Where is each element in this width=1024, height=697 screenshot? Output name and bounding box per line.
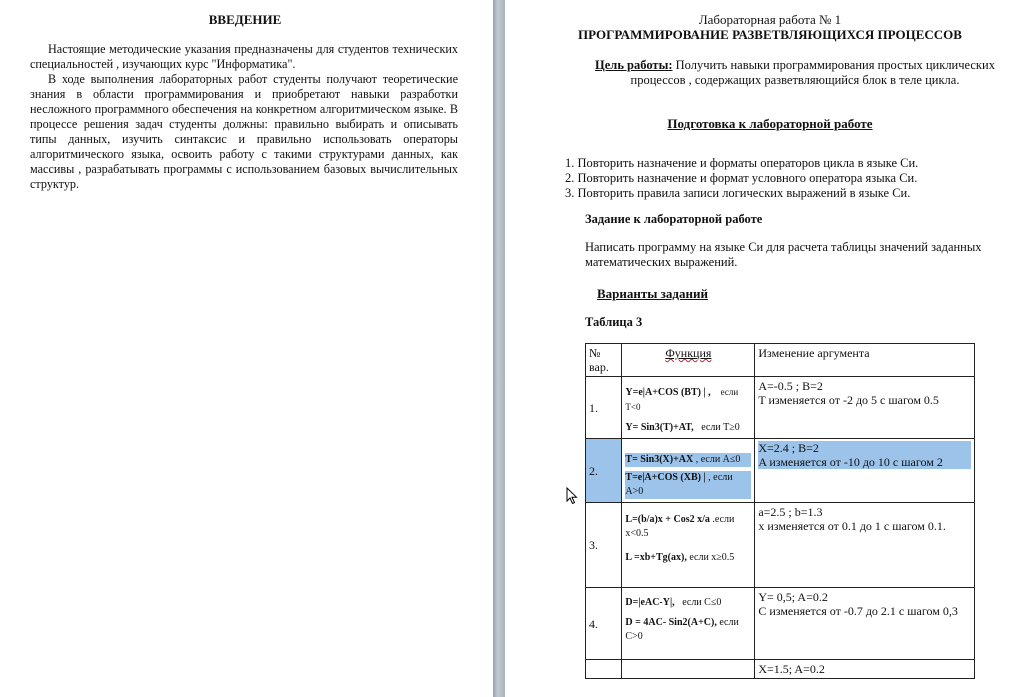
function-formula-1: D=|eAC-Y|, [625, 597, 675, 608]
function-formula-1: T= Sin3(X)+AX [625, 454, 694, 465]
function-cell[interactable] [622, 503, 755, 588]
argument-line-1: X=1.5; A=0.2 [758, 662, 825, 676]
goal-text: Получить навыки программирования простых циклических процессов , содержащих разветвляющийся блок в теле цикла. [630, 58, 995, 87]
table-row [586, 588, 975, 660]
task-heading: Задание к лабораторной работе [585, 212, 763, 226]
argument-line-1: Y= 0,5; A=0.2 [758, 590, 828, 604]
function-formula-2: Y= Sin3(T)+AT, [625, 422, 694, 433]
argument-line-1: X=2.4 ; B=2 [758, 441, 971, 455]
argument-cell[interactable] [755, 377, 975, 439]
header-cell-function[interactable] [622, 344, 755, 377]
lab-number: Лабораторная работа № 1 [698, 12, 842, 27]
function-cell[interactable] [622, 439, 755, 503]
intro-paragraph-2[interactable]: В ходе выполнения лабораторных работ студенты получают теоретические знания в области программирования и приобретают навыки разработки несложного программного обеспечения на конкретном алгоритмическом языке. В процессе решения задач студенты должны: правильно выбирать и описывать типы данных, изучить синтаксис и правильно использовать операторы алгоритмического языка, освоить работу с такими структурами данных, как массивы , разрабатывать программы с использованием базовых вычислительных структур. [30, 72, 458, 191]
function-formula-1: L=(b/a)x + Cos2 x/a [625, 514, 710, 525]
mouse-cursor-icon [566, 487, 580, 505]
table-caption: Таблица 3 [585, 315, 643, 329]
table-row [586, 660, 975, 679]
function-condition-1: , если A≤0 [695, 454, 741, 465]
row-number-cell[interactable]: 2. [586, 439, 622, 503]
prep-item[interactable]: 1. Повторить назначение и форматы операторов цикла в языке Си. [565, 156, 919, 170]
function-cell[interactable] [622, 377, 755, 439]
variants-heading: Варианты заданий [597, 286, 708, 301]
function-condition-2: если x≥0.5 [689, 552, 735, 563]
function-cell[interactable] [622, 588, 755, 660]
argument-line-2: A изменяется от -10 до 10 с шагом 2 [758, 455, 971, 469]
function-condition-1: если C≤0 [682, 597, 722, 608]
function-condition-2: если T≥0 [701, 422, 740, 433]
function-condition-1: .если x<0.5 [625, 514, 735, 539]
prep-item[interactable]: 2. Повторить назначение и формат условного оператора языка Си. [565, 171, 918, 185]
function-formula-2: T=e|A+COS (XB) | [625, 472, 706, 483]
prep-heading: Подготовка к лабораторной работе [667, 116, 873, 131]
prep-item[interactable]: 3. Повторить правила записи логических выражений в языке Си. [565, 186, 911, 200]
page-gutter [493, 0, 505, 697]
right-page [505, 0, 1024, 697]
variants-table [585, 343, 975, 679]
function-condition-1: если T<0 [625, 387, 739, 412]
task-text[interactable]: Написать программу на языке Си для расчета таблицы значений заданных математических выражений. [585, 240, 982, 269]
function-formula-2: L =xb+Tg(ax), [625, 552, 687, 563]
row-number-cell[interactable] [586, 660, 622, 679]
prep-list [565, 156, 1024, 201]
header-cell-number[interactable]: № вар. [586, 344, 622, 377]
lab-title: ПРОГРАММИРОВАНИЕ РАЗВЕТВЛЯЮЩИХСЯ ПРОЦЕССОВ [578, 27, 962, 42]
argument-cell[interactable] [755, 588, 975, 660]
table-row-selected [586, 439, 975, 503]
intro-title: ВВЕДЕНИЕ [208, 12, 282, 27]
header-function-label: Функция [665, 346, 712, 360]
argument-cell[interactable] [755, 503, 975, 588]
row-number-cell[interactable]: 1. [586, 377, 622, 439]
table-row [586, 377, 975, 439]
goal-label: Цель работы: [595, 58, 673, 72]
row-number-cell[interactable]: 3. [586, 503, 622, 588]
argument-line-2: x изменяется от 0.1 до 1 с шагом 0.1. [758, 519, 946, 533]
argument-line-1: a=2.5 ; b=1.3 [758, 505, 823, 519]
argument-cell[interactable] [755, 439, 975, 503]
argument-line-2: T изменяется от -2 до 5 с шагом 0.5 [758, 393, 939, 407]
goal-paragraph[interactable] [575, 58, 1015, 88]
table-header-row [586, 344, 975, 377]
intro-paragraph-1[interactable]: Настоящие методические указания предназначены для студентов технических специальностей , изучающих курс "Информатика". [30, 42, 458, 71]
left-page [0, 0, 493, 697]
row-number-cell[interactable]: 4. [586, 588, 622, 660]
function-formula-1: Y=e|A+COS (BT) | , [625, 387, 711, 398]
argument-line-1: A=-0.5 ; B=2 [758, 379, 823, 393]
argument-line-2: C изменяется от -0.7 до 2.1 с шагом 0,3 [758, 604, 958, 618]
table-row [586, 503, 975, 588]
function-formula-2: D = 4AC- Sin2(A+C), [625, 617, 717, 628]
function-condition-2: , если A>0 [625, 472, 733, 497]
function-condition-2: если C>0 [625, 617, 739, 642]
header-cell-argument[interactable]: Изменение аргумента [755, 344, 975, 377]
function-cell[interactable] [622, 660, 755, 679]
argument-cell[interactable] [755, 660, 975, 679]
